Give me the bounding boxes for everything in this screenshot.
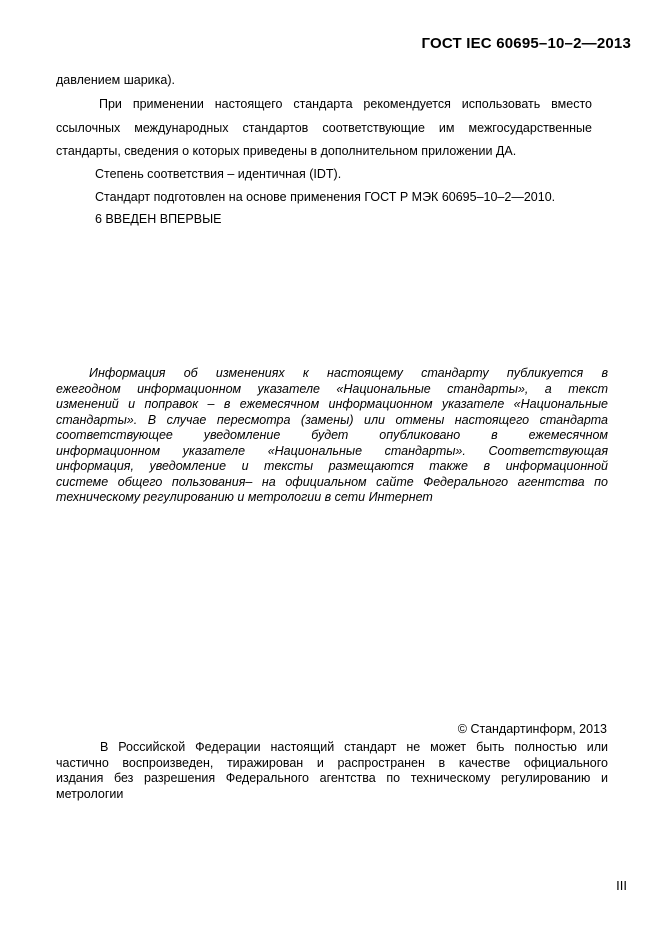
paragraph-line	[99, 96, 592, 112]
notice-line: стандарты». В случае пересмотра (замены) или отмены настоящего стандарта	[56, 412, 608, 427]
notice-line: ежегодном информационном указателе «Национальные стандарты», а текст	[56, 381, 608, 396]
paragraph-text: стандарты, сведения о которых приведены в дополнительном приложении ДА.	[56, 144, 517, 158]
notice-line: информационном указателе «Национальные стандарты». Соответствующая	[56, 443, 608, 458]
paragraph-text: При применении настоящего стандарта рекомендуется использовать вместо	[99, 97, 592, 111]
reproduction-notice-block	[56, 740, 608, 802]
notice-line: техническому регулированию и метрологии в сети Интернет	[56, 490, 433, 504]
notice-line: изменений и поправок – в ежемесячном информационном указателе «Национальные	[56, 397, 608, 411]
introduced-statement: 6 ВВЕДЕН ВПЕРВЫЕ	[95, 212, 222, 226]
notice-line: информация, уведомление и тексты размещаются также в информационной	[56, 459, 608, 473]
continuation-line: давлением шарика).	[56, 73, 175, 87]
changes-notice-block	[56, 366, 608, 506]
legal-line: частично воспроизведен, тиражирован и распространен в качестве официального	[56, 755, 608, 770]
notice-line: системе общего пользования– на официальном сайте Федерального агентства по	[56, 474, 608, 489]
page-number: III	[616, 878, 627, 893]
notice-line: Информация об изменениях к настоящему стандарту публикуется в	[89, 366, 608, 380]
copyright-line	[458, 722, 607, 736]
prepared-basis-statement: Стандарт подготовлен на основе применения ГОСТ Р МЭК 60695–10–2—2010.	[95, 190, 556, 204]
document-header-code: ГОСТ IEC 60695–10–2—2013	[421, 35, 631, 52]
paragraph-text: ссылочных международных стандартов соответствующие им межгосударственные	[56, 121, 592, 135]
paragraph-line	[56, 120, 592, 136]
notice-line: соответствующее уведомление будет опубликовано в ежемесячном	[56, 428, 608, 442]
copyright-text: Стандартинформ, 2013	[470, 722, 607, 736]
legal-line: В Российской Федерации настоящий стандарт не может быть полностью или	[100, 740, 608, 754]
legal-line: метрологии	[56, 786, 124, 801]
copyright-icon: ©	[457, 722, 467, 736]
compliance-statement: Степень соответствия – идентичная (IDT).	[95, 167, 342, 181]
legal-line: издания без разрешения Федерального агентства по техническому регулированию и	[56, 771, 608, 785]
